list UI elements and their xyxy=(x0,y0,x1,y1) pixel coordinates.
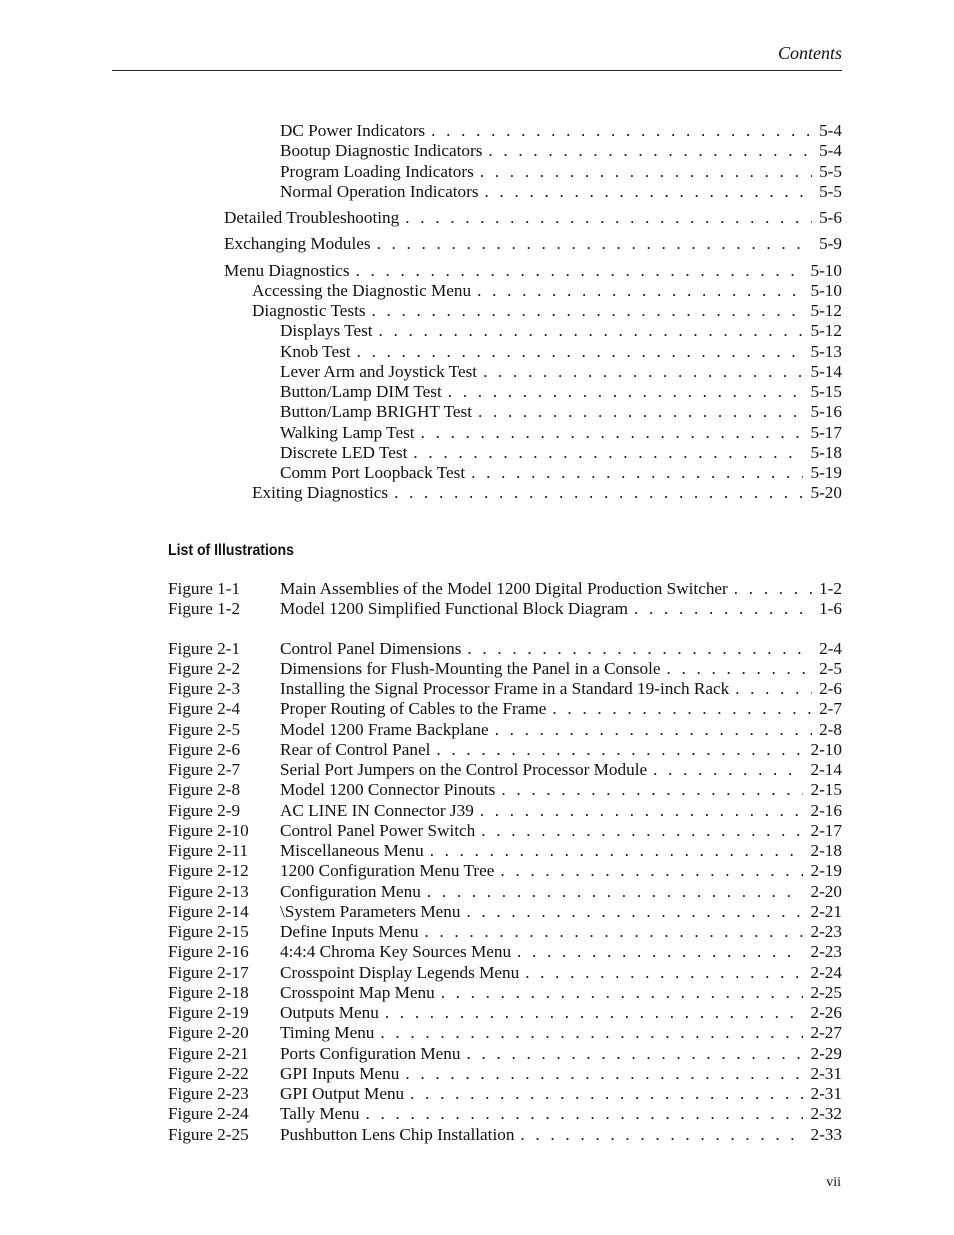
figure-number: Figure 2-7 xyxy=(168,760,241,779)
leader-dots xyxy=(377,234,813,254)
toc-entry xyxy=(280,321,842,341)
figure-page: 2-17 xyxy=(810,820,842,840)
figure-title: Define Inputs Menu xyxy=(280,922,419,941)
toc-entry-title: Program Loading Indicators xyxy=(280,161,474,181)
leader-dots xyxy=(500,861,803,881)
figure-entry xyxy=(168,740,842,760)
figure-title: Dimensions for Flush-Mounting the Panel in a Console xyxy=(280,658,661,678)
figure-entry xyxy=(168,841,842,861)
header-title: Contents xyxy=(777,43,842,63)
toc-entry xyxy=(252,281,842,301)
figure-title: Miscellaneous Menu xyxy=(280,841,424,860)
figure-number: Figure 2-21 xyxy=(168,1043,249,1063)
toc-entry xyxy=(280,402,842,422)
figure-entry xyxy=(168,780,842,800)
figure-page: 1-2 xyxy=(819,579,842,598)
toc-entry-page: 5-13 xyxy=(810,341,842,361)
leader-dots xyxy=(380,1023,803,1043)
toc-entry-page: 5-5 xyxy=(819,161,842,181)
leader-dots xyxy=(466,902,803,922)
leader-dots xyxy=(448,382,804,402)
toc-entry-title: Comm Port Loopback Test xyxy=(280,463,466,482)
figure-number: Figure 2-12 xyxy=(168,861,249,881)
toc-entry xyxy=(280,382,842,402)
figure-page: 2-23 xyxy=(810,942,842,962)
figure-title: Installing the Signal Processor Frame in a Standard 19-inch Rack xyxy=(280,679,730,698)
figure-number: Figure 2-22 xyxy=(168,1063,249,1083)
figure-number: Figure 2-20 xyxy=(168,1023,249,1043)
figure-page: 2-25 xyxy=(810,982,842,1002)
figure-title: Control Panel Power Switch xyxy=(280,820,476,840)
leader-dots xyxy=(372,301,804,321)
leader-dots xyxy=(483,362,803,382)
toc-entry-title: Walking Lamp Test xyxy=(280,422,415,442)
figure-page: 2-31 xyxy=(810,1063,842,1083)
leader-dots xyxy=(431,121,812,141)
figure-entry xyxy=(168,821,842,841)
figure-entry xyxy=(168,922,842,942)
leader-dots xyxy=(481,821,803,841)
figure-page: 2-14 xyxy=(810,760,842,779)
figure-entry xyxy=(168,1044,842,1064)
figure-page: 2-32 xyxy=(810,1104,842,1124)
figure-number: Figure 1-2 xyxy=(168,599,241,619)
toc-entry-title: Lever Arm and Joystick Test xyxy=(280,361,478,381)
leader-dots xyxy=(525,963,803,983)
toc-entry-page: 5-4 xyxy=(819,141,842,161)
toc-entry-page: 5-20 xyxy=(810,483,842,503)
toc-entry-page: 5-18 xyxy=(810,442,842,462)
figure-page: 2-26 xyxy=(810,1003,842,1022)
figure-page: 2-8 xyxy=(819,719,842,739)
leader-dots xyxy=(405,208,812,228)
toc-entry xyxy=(280,443,842,463)
figure-title: GPI Inputs Menu xyxy=(280,1063,400,1083)
leader-dots xyxy=(667,659,813,679)
figure-entry xyxy=(168,659,842,679)
figure-entry xyxy=(168,1104,842,1124)
leader-dots xyxy=(385,1003,804,1023)
figure-number: Figure 2-6 xyxy=(168,739,241,759)
toc-entry-page: 5-10 xyxy=(810,260,842,280)
figure-number: Figure 2-4 xyxy=(168,699,241,719)
figure-number: Figure 2-14 xyxy=(168,901,249,921)
illustrations-list xyxy=(168,579,842,1145)
figure-entry xyxy=(168,579,842,599)
toc-entry-page: 5-10 xyxy=(810,280,842,300)
header-rule xyxy=(112,70,842,71)
leader-dots xyxy=(410,1084,803,1104)
leader-dots xyxy=(405,1064,803,1084)
figure-title: 4:4:4 Chroma Key Sources Menu xyxy=(280,942,512,962)
leader-dots xyxy=(379,321,804,341)
page-number: vii xyxy=(826,1175,841,1190)
leader-dots xyxy=(552,699,812,719)
figure-number: Figure 1-1 xyxy=(168,579,241,598)
figure-page: 2-18 xyxy=(810,841,842,860)
toc-entry xyxy=(224,234,842,254)
figure-title: AC LINE IN Connector J39 xyxy=(280,800,474,820)
figure-page: 2-29 xyxy=(810,1043,842,1063)
toc-entry-page: 5-16 xyxy=(810,402,842,422)
figure-page: 1-6 xyxy=(819,599,842,619)
figure-title: Model 1200 Connector Pinouts xyxy=(280,780,496,800)
toc-entry xyxy=(280,423,842,443)
toc-entry-page: 5-5 xyxy=(819,181,842,201)
leader-dots xyxy=(478,402,803,422)
toc-list xyxy=(0,121,954,504)
leader-dots xyxy=(357,342,804,362)
figure-number: Figure 2-19 xyxy=(168,1003,249,1022)
figure-title: Model 1200 Simplified Functional Block Diagram xyxy=(280,599,629,619)
leader-dots xyxy=(467,639,812,659)
figure-title: Ports Configuration Menu xyxy=(280,1043,461,1063)
toc-entry-title: Diagnostic Tests xyxy=(252,301,366,320)
toc-entry-title: Button/Lamp DIM Test xyxy=(280,382,442,401)
figure-entry xyxy=(168,1003,842,1023)
figure-entry xyxy=(168,1084,842,1104)
leader-dots xyxy=(424,922,803,942)
toc-entry-page: 5-12 xyxy=(810,321,842,341)
figure-title: 1200 Configuration Menu Tree xyxy=(280,861,495,881)
figure-entry xyxy=(168,1125,842,1145)
figure-title: Rear of Control Panel xyxy=(280,739,431,759)
leader-dots xyxy=(495,720,812,740)
toc-entry-page: 5-12 xyxy=(810,301,842,320)
figure-entry xyxy=(168,801,842,821)
figure-page: 2-33 xyxy=(810,1124,842,1144)
figure-page: 2-4 xyxy=(819,638,842,658)
figure-title: Pushbutton Lens Chip Installation xyxy=(280,1124,515,1144)
figure-title: Serial Port Jumpers on the Control Processor Module xyxy=(280,760,648,779)
toc-entry xyxy=(224,261,842,281)
figure-page: 2-19 xyxy=(810,861,842,881)
toc-entry xyxy=(252,483,842,503)
toc-entry-page: 5-9 xyxy=(819,234,842,254)
figure-entry xyxy=(168,760,842,780)
toc-entry-page: 5-4 xyxy=(819,121,842,140)
figure-number: Figure 2-13 xyxy=(168,881,249,901)
figure-title: Timing Menu xyxy=(280,1023,375,1043)
leader-dots xyxy=(421,423,804,443)
figure-number: Figure 2-8 xyxy=(168,780,241,800)
toc-entry-title: Knob Test xyxy=(280,341,351,361)
toc-entry-title: Menu Diagnostics xyxy=(224,260,350,280)
leader-dots xyxy=(441,983,804,1003)
toc-entry-title: Exiting Diagnostics xyxy=(252,483,389,503)
figure-title: Proper Routing of Cables to the Frame xyxy=(280,699,547,719)
figure-page: 2-31 xyxy=(810,1084,842,1103)
figure-number: Figure 2-15 xyxy=(168,922,249,941)
leader-dots xyxy=(480,162,812,182)
leader-dots xyxy=(653,760,803,780)
figure-page: 2-16 xyxy=(810,800,842,820)
list-of-illustrations-heading: List of Illustrations xyxy=(168,542,294,559)
figure-number: Figure 2-5 xyxy=(168,719,241,739)
figure-number: Figure 2-18 xyxy=(168,982,249,1002)
toc-entry-title: DC Power Indicators xyxy=(280,121,426,140)
leader-dots xyxy=(436,740,803,760)
figure-number: Figure 2-1 xyxy=(168,638,241,658)
toc-entry-title: Detailed Troubleshooting xyxy=(224,208,400,227)
leader-dots xyxy=(356,261,804,281)
toc-entry xyxy=(280,342,842,362)
toc-entry xyxy=(224,208,842,228)
toc-entry-title: Accessing the Diagnostic Menu xyxy=(252,280,472,300)
figure-number: Figure 2-17 xyxy=(168,962,249,982)
figure-entry xyxy=(168,942,842,962)
figure-title: Crosspoint Map Menu xyxy=(280,982,435,1002)
figure-entry xyxy=(168,983,842,1003)
toc-entry-page: 5-14 xyxy=(810,361,842,381)
toc-entry-page: 5-6 xyxy=(819,208,842,227)
figure-entry xyxy=(168,902,842,922)
leader-dots xyxy=(517,942,803,962)
toc-entry-title: Displays Test xyxy=(280,321,373,341)
figure-page: 2-21 xyxy=(810,901,842,921)
figure-number: Figure 2-3 xyxy=(168,679,241,698)
toc-entry-title: Discrete LED Test xyxy=(280,442,408,462)
leader-dots xyxy=(485,182,813,202)
figure-number: Figure 2-23 xyxy=(168,1084,249,1103)
toc-entry xyxy=(252,301,842,321)
leader-dots xyxy=(520,1125,803,1145)
leader-dots xyxy=(466,1044,803,1064)
leader-dots xyxy=(734,579,812,599)
figure-number: Figure 2-10 xyxy=(168,820,249,840)
figure-title: Main Assemblies of the Model 1200 Digital Production Switcher xyxy=(280,579,728,598)
figure-number: Figure 2-25 xyxy=(168,1124,249,1144)
figure-title: Model 1200 Frame Backplane xyxy=(280,719,489,739)
figure-page: 2-5 xyxy=(819,658,842,678)
figure-number: Figure 2-24 xyxy=(168,1104,249,1124)
leader-dots xyxy=(430,841,804,861)
figure-entry xyxy=(168,679,842,699)
leader-dots xyxy=(501,780,803,800)
toc-entry xyxy=(280,162,842,182)
figure-title: GPI Output Menu xyxy=(280,1084,405,1103)
leader-dots xyxy=(413,443,803,463)
leader-dots xyxy=(365,1104,803,1124)
toc-entry xyxy=(280,463,842,483)
toc-entry-page: 5-19 xyxy=(810,463,842,482)
leader-dots xyxy=(634,599,812,619)
figure-number: Figure 2-2 xyxy=(168,658,241,678)
toc-entry xyxy=(280,362,842,382)
leader-dots xyxy=(394,483,803,503)
toc-entry-page: 5-17 xyxy=(810,422,842,442)
figure-entry xyxy=(168,882,842,902)
leader-dots xyxy=(427,882,804,902)
figure-title: \System Parameters Menu xyxy=(280,901,461,921)
leader-dots xyxy=(735,679,812,699)
figure-title: Tally Menu xyxy=(280,1104,360,1124)
figure-entry xyxy=(168,1023,842,1043)
figure-entry xyxy=(168,720,842,740)
figure-page: 2-24 xyxy=(810,962,842,982)
figure-entry xyxy=(168,963,842,983)
figure-entry xyxy=(168,639,842,659)
figure-page: 2-7 xyxy=(819,699,842,719)
figure-page: 2-10 xyxy=(810,739,842,759)
figure-number: Figure 2-16 xyxy=(168,942,249,962)
toc-entry-title: Bootup Diagnostic Indicators xyxy=(280,141,483,161)
figure-title: Control Panel Dimensions xyxy=(280,638,462,658)
leader-dots xyxy=(477,281,803,301)
figure-entry xyxy=(168,699,842,719)
figure-title: Crosspoint Display Legends Menu xyxy=(280,962,520,982)
figure-number: Figure 2-11 xyxy=(168,841,249,860)
figure-page: 2-23 xyxy=(810,922,842,941)
figure-entry xyxy=(168,861,842,881)
leader-dots xyxy=(480,801,804,821)
figure-entry xyxy=(168,599,842,619)
leader-dots xyxy=(488,141,812,161)
figure-number: Figure 2-9 xyxy=(168,800,241,820)
toc-entry-title: Exchanging Modules xyxy=(224,234,371,254)
toc-entry xyxy=(280,182,842,202)
leader-dots xyxy=(471,463,803,483)
figure-page: 2-6 xyxy=(819,679,842,698)
figure-title: Outputs Menu xyxy=(280,1003,379,1022)
toc-entry-title: Normal Operation Indicators xyxy=(280,181,479,201)
figure-entry xyxy=(168,1064,842,1084)
toc-entry xyxy=(280,141,842,161)
toc-entry-title: Button/Lamp BRIGHT Test xyxy=(280,402,472,422)
figure-page: 2-20 xyxy=(810,881,842,901)
toc-entry xyxy=(280,121,842,141)
figure-title: Configuration Menu xyxy=(280,881,421,901)
figure-page: 2-15 xyxy=(810,780,842,800)
figure-page: 2-27 xyxy=(810,1023,842,1043)
toc-entry-page: 5-15 xyxy=(810,382,842,401)
